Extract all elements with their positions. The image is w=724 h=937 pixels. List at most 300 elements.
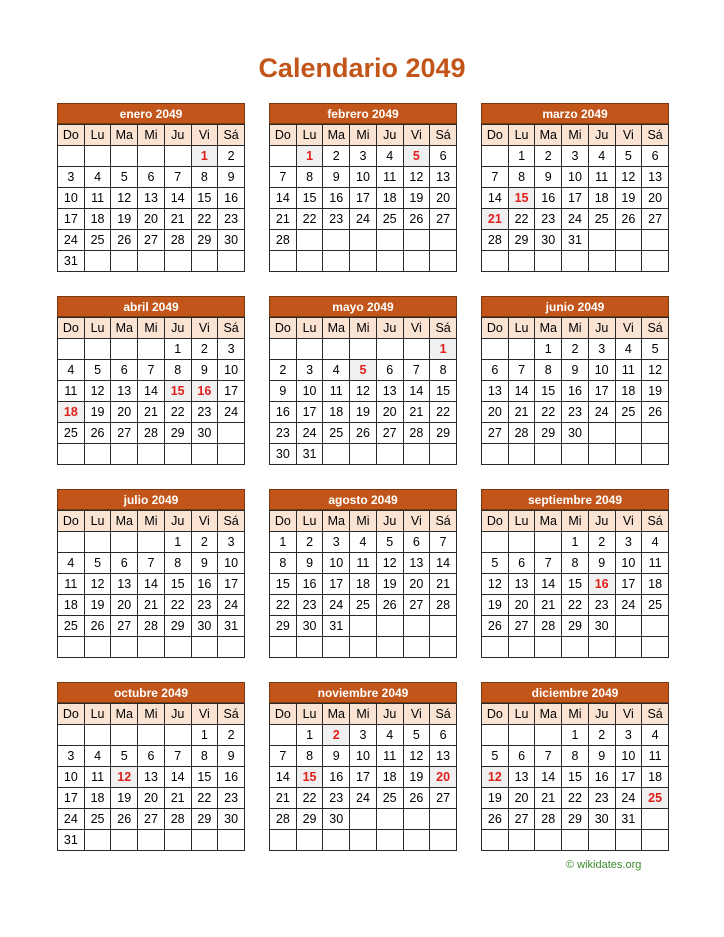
day-cell: 13: [508, 574, 535, 595]
day-cell: 5: [84, 360, 111, 381]
day-cell: 25: [588, 209, 615, 230]
week-row: [58, 788, 245, 809]
empty-day-cell: [508, 830, 535, 851]
page-title: Calendario 2049: [258, 53, 466, 83]
weekday-header-row: [58, 511, 245, 532]
week-row: [58, 725, 245, 746]
day-cell: 25: [323, 423, 350, 444]
day-cell: 29: [535, 423, 562, 444]
day-cell: 6: [430, 725, 457, 746]
weekday-label: Sá: [430, 704, 457, 725]
day-cell: 19: [350, 402, 377, 423]
weekday-label: Ju: [164, 125, 191, 146]
day-cell: 13: [430, 746, 457, 767]
weekday-label: Lu: [84, 125, 111, 146]
day-cell: 26: [642, 402, 669, 423]
weekday-label: Do: [58, 704, 85, 725]
week-row: [270, 725, 457, 746]
day-cell: 11: [350, 553, 377, 574]
week-row: [482, 725, 669, 746]
month-11: [269, 682, 457, 851]
empty-day-cell: [588, 230, 615, 251]
day-cell: 16: [191, 574, 218, 595]
day-cell: 25: [84, 809, 111, 830]
empty-day-cell: [642, 616, 669, 637]
day-cell: 7: [164, 167, 191, 188]
week-row: [58, 746, 245, 767]
day-cell: 3: [350, 725, 377, 746]
day-cell: 7: [482, 167, 509, 188]
weekday-header-row: [270, 704, 457, 725]
empty-day-cell: [403, 830, 430, 851]
day-cell: 6: [642, 146, 669, 167]
empty-day-cell: [58, 146, 85, 167]
empty-day-cell: [111, 637, 138, 658]
empty-day-cell: [191, 637, 218, 658]
day-cell: 16: [218, 767, 245, 788]
empty-day-cell: [84, 725, 111, 746]
empty-day-cell: [403, 616, 430, 637]
day-cell: 14: [482, 188, 509, 209]
day-cell: 27: [430, 788, 457, 809]
day-cell: 25: [350, 595, 377, 616]
day-cell: 26: [403, 209, 430, 230]
day-cell: 9: [323, 746, 350, 767]
day-cell: 3: [58, 167, 85, 188]
day-cell: 15: [562, 767, 589, 788]
week-row: [58, 188, 245, 209]
day-cell: 7: [535, 553, 562, 574]
day-cell: 29: [562, 616, 589, 637]
weekday-label: Ma: [111, 318, 138, 339]
month-table: [481, 124, 669, 272]
day-cell: 2: [191, 339, 218, 360]
day-cell: 27: [430, 209, 457, 230]
day-cell: 27: [508, 809, 535, 830]
day-cell: 20: [642, 188, 669, 209]
empty-day-cell: [323, 444, 350, 465]
day-cell: 31: [562, 230, 589, 251]
month-title: julio 2049: [57, 489, 245, 510]
weekday-label: Lu: [508, 511, 535, 532]
empty-day-cell: [482, 444, 509, 465]
day-cell: 1: [535, 339, 562, 360]
day-cell: 6: [111, 360, 138, 381]
empty-day-cell: [191, 830, 218, 851]
day-cell: 24: [350, 788, 377, 809]
day-cell: 6: [403, 532, 430, 553]
week-row: [58, 444, 245, 465]
weekday-label: Ma: [535, 704, 562, 725]
day-cell: 5: [111, 746, 138, 767]
weekday-label: Ju: [164, 511, 191, 532]
day-cell: 24: [350, 209, 377, 230]
month-table: [57, 510, 245, 658]
week-row: [270, 251, 457, 272]
day-cell: 3: [350, 146, 377, 167]
day-cell: 19: [482, 595, 509, 616]
week-row: [58, 251, 245, 272]
day-cell: 20: [482, 402, 509, 423]
day-cell: 29: [164, 423, 191, 444]
day-cell: 13: [376, 381, 403, 402]
empty-day-cell: [296, 637, 323, 658]
empty-day-cell: [191, 444, 218, 465]
weekday-label: Ju: [164, 704, 191, 725]
weekday-label: Lu: [508, 125, 535, 146]
month-5: [269, 296, 457, 465]
weekday-label: Ju: [588, 125, 615, 146]
empty-day-cell: [482, 532, 509, 553]
weekday-label: Vi: [615, 511, 642, 532]
weekday-label: Vi: [403, 125, 430, 146]
day-cell: 15: [562, 574, 589, 595]
day-cell: 12: [376, 553, 403, 574]
month-title: agosto 2049: [269, 489, 457, 510]
day-cell: 7: [270, 167, 297, 188]
empty-day-cell: [218, 444, 245, 465]
day-cell: 8: [296, 746, 323, 767]
day-cell: 1: [562, 532, 589, 553]
weekday-label: Do: [58, 511, 85, 532]
day-cell: 17: [58, 788, 85, 809]
day-cell: 22: [508, 209, 535, 230]
weekday-label: Mi: [562, 511, 589, 532]
day-cell: 25: [642, 595, 669, 616]
day-cell: 20: [508, 595, 535, 616]
day-cell: 24: [58, 809, 85, 830]
day-cell: 15: [430, 381, 457, 402]
empty-day-cell: [270, 146, 297, 167]
month-table: [57, 317, 245, 465]
empty-day-cell: [482, 251, 509, 272]
empty-day-cell: [615, 444, 642, 465]
empty-day-cell: [615, 251, 642, 272]
week-row: [270, 830, 457, 851]
month-title: octubre 2049: [57, 682, 245, 703]
day-cell: 19: [615, 188, 642, 209]
day-cell: 5: [376, 532, 403, 553]
weekday-label: Mi: [350, 125, 377, 146]
day-cell: 17: [615, 574, 642, 595]
empty-day-cell: [403, 230, 430, 251]
day-cell: 16: [535, 188, 562, 209]
day-cell: 25: [58, 423, 85, 444]
weekday-label: Sá: [218, 511, 245, 532]
day-cell: 22: [296, 209, 323, 230]
day-cell: 20: [138, 209, 165, 230]
day-cell: 1: [508, 146, 535, 167]
day-cell: 13: [430, 167, 457, 188]
empty-day-cell: [270, 830, 297, 851]
day-cell: 4: [58, 360, 85, 381]
empty-day-cell: [430, 444, 457, 465]
weekday-label: Mi: [138, 318, 165, 339]
day-cell: 22: [191, 788, 218, 809]
day-cell: 15: [270, 574, 297, 595]
empty-day-cell: [138, 339, 165, 360]
empty-day-cell: [535, 830, 562, 851]
weekday-label: Ma: [111, 511, 138, 532]
day-cell: 2: [191, 532, 218, 553]
day-cell: 7: [138, 360, 165, 381]
day-cell: 3: [615, 725, 642, 746]
weekday-label: Lu: [84, 511, 111, 532]
day-cell: 13: [111, 574, 138, 595]
day-cell: 30: [191, 423, 218, 444]
month-1: [57, 103, 245, 272]
day-cell: 8: [270, 553, 297, 574]
empty-day-cell: [482, 725, 509, 746]
empty-day-cell: [111, 146, 138, 167]
day-cell: 14: [164, 188, 191, 209]
week-row: [482, 809, 669, 830]
day-cell: 30: [323, 809, 350, 830]
day-cell: 25: [376, 209, 403, 230]
day-cell: 6: [482, 360, 509, 381]
day-cell: 8: [296, 167, 323, 188]
weekday-label: Sá: [218, 704, 245, 725]
weekday-label: Sá: [430, 511, 457, 532]
weekday-label: Ju: [164, 318, 191, 339]
empty-day-cell: [376, 339, 403, 360]
week-row: [482, 209, 669, 230]
weekday-header-row: [58, 704, 245, 725]
empty-day-cell: [642, 423, 669, 444]
day-cell: 21: [508, 402, 535, 423]
empty-day-cell: [350, 830, 377, 851]
empty-day-cell: [508, 444, 535, 465]
day-cell: 23: [323, 209, 350, 230]
holiday-day-cell: 15: [296, 767, 323, 788]
day-cell: 21: [430, 574, 457, 595]
empty-day-cell: [58, 725, 85, 746]
day-cell: 1: [296, 725, 323, 746]
empty-day-cell: [218, 423, 245, 444]
empty-day-cell: [376, 637, 403, 658]
week-row: [270, 746, 457, 767]
day-cell: 30: [218, 230, 245, 251]
weekday-label: Vi: [615, 704, 642, 725]
empty-day-cell: [323, 830, 350, 851]
week-row: [270, 423, 457, 444]
month-table: [481, 317, 669, 465]
empty-day-cell: [164, 637, 191, 658]
empty-day-cell: [430, 830, 457, 851]
week-row: [482, 595, 669, 616]
week-row: [58, 830, 245, 851]
empty-day-cell: [111, 532, 138, 553]
month-table: [481, 703, 669, 851]
week-row: [270, 809, 457, 830]
weekday-label: Ma: [323, 704, 350, 725]
day-cell: 12: [403, 746, 430, 767]
empty-day-cell: [615, 423, 642, 444]
day-cell: 21: [535, 595, 562, 616]
empty-day-cell: [508, 532, 535, 553]
day-cell: 1: [562, 725, 589, 746]
empty-day-cell: [111, 444, 138, 465]
weekday-label: Sá: [218, 318, 245, 339]
day-cell: 30: [535, 230, 562, 251]
weekday-label: Mi: [350, 704, 377, 725]
holiday-day-cell: 12: [482, 767, 509, 788]
day-cell: 9: [218, 167, 245, 188]
weekday-label: Lu: [84, 704, 111, 725]
day-cell: 27: [376, 423, 403, 444]
day-cell: 11: [376, 167, 403, 188]
weekday-label: Mi: [138, 704, 165, 725]
day-cell: 30: [296, 616, 323, 637]
empty-day-cell: [84, 532, 111, 553]
empty-day-cell: [376, 830, 403, 851]
empty-day-cell: [403, 444, 430, 465]
day-cell: 21: [535, 788, 562, 809]
weekday-header-row: [58, 318, 245, 339]
day-cell: 9: [218, 746, 245, 767]
weekday-label: Do: [270, 125, 297, 146]
empty-day-cell: [84, 251, 111, 272]
empty-day-cell: [138, 830, 165, 851]
day-cell: 20: [403, 574, 430, 595]
day-cell: 17: [58, 209, 85, 230]
day-cell: 6: [111, 553, 138, 574]
empty-day-cell: [296, 339, 323, 360]
day-cell: 29: [191, 809, 218, 830]
weekday-label: Ju: [376, 704, 403, 725]
weekday-label: Lu: [296, 511, 323, 532]
day-cell: 6: [430, 146, 457, 167]
day-cell: 9: [191, 360, 218, 381]
month-table: [481, 510, 669, 658]
month-table: [269, 703, 457, 851]
day-cell: 10: [350, 746, 377, 767]
day-cell: 28: [138, 423, 165, 444]
day-cell: 4: [350, 532, 377, 553]
day-cell: 1: [164, 532, 191, 553]
day-cell: 7: [508, 360, 535, 381]
weekday-label: Do: [270, 511, 297, 532]
empty-day-cell: [482, 830, 509, 851]
weekday-label: Mi: [350, 511, 377, 532]
empty-day-cell: [508, 339, 535, 360]
empty-day-cell: [350, 616, 377, 637]
holiday-day-cell: 5: [403, 146, 430, 167]
day-cell: 28: [482, 230, 509, 251]
day-cell: 4: [84, 746, 111, 767]
day-cell: 29: [562, 809, 589, 830]
week-row: [270, 381, 457, 402]
day-cell: 9: [588, 553, 615, 574]
week-row: [58, 339, 245, 360]
day-cell: 2: [588, 725, 615, 746]
empty-day-cell: [58, 532, 85, 553]
weekday-label: Vi: [191, 125, 218, 146]
weekday-label: Do: [58, 125, 85, 146]
day-cell: 19: [403, 767, 430, 788]
empty-day-cell: [84, 146, 111, 167]
day-cell: 22: [270, 595, 297, 616]
day-cell: 11: [642, 746, 669, 767]
day-cell: 19: [482, 788, 509, 809]
day-cell: 5: [482, 553, 509, 574]
day-cell: 9: [535, 167, 562, 188]
week-row: [270, 767, 457, 788]
day-cell: 17: [296, 402, 323, 423]
week-row: [58, 595, 245, 616]
empty-day-cell: [164, 725, 191, 746]
footer-credit: © wikidates.org: [566, 859, 642, 871]
month-title: febrero 2049: [269, 103, 457, 124]
week-row: [270, 339, 457, 360]
weekday-label: Lu: [84, 318, 111, 339]
day-cell: 1: [164, 339, 191, 360]
day-cell: 21: [138, 402, 165, 423]
month-12: [481, 682, 669, 851]
week-row: [270, 230, 457, 251]
day-cell: 21: [138, 595, 165, 616]
day-cell: 11: [58, 381, 85, 402]
empty-day-cell: [430, 616, 457, 637]
weekday-header-row: [482, 125, 669, 146]
empty-day-cell: [376, 251, 403, 272]
empty-day-cell: [138, 146, 165, 167]
day-cell: 30: [218, 809, 245, 830]
day-cell: 18: [376, 188, 403, 209]
weekday-header-row: [270, 511, 457, 532]
day-cell: 11: [376, 746, 403, 767]
week-row: [58, 167, 245, 188]
day-cell: 22: [535, 402, 562, 423]
day-cell: 4: [84, 167, 111, 188]
day-cell: 18: [642, 767, 669, 788]
holiday-day-cell: 20: [430, 767, 457, 788]
week-row: [270, 402, 457, 423]
week-row: [482, 574, 669, 595]
day-cell: 19: [84, 402, 111, 423]
day-cell: 29: [430, 423, 457, 444]
empty-day-cell: [642, 251, 669, 272]
day-cell: 16: [588, 767, 615, 788]
day-cell: 17: [218, 381, 245, 402]
weekday-label: Ma: [323, 318, 350, 339]
day-cell: 22: [164, 595, 191, 616]
holiday-day-cell: 16: [191, 381, 218, 402]
day-cell: 5: [403, 725, 430, 746]
empty-day-cell: [430, 230, 457, 251]
empty-day-cell: [588, 444, 615, 465]
day-cell: 18: [615, 381, 642, 402]
day-cell: 5: [615, 146, 642, 167]
weekday-label: Ju: [588, 511, 615, 532]
day-cell: 9: [191, 553, 218, 574]
day-cell: 21: [164, 209, 191, 230]
day-cell: 28: [270, 809, 297, 830]
day-cell: 17: [562, 188, 589, 209]
weekday-label: Lu: [508, 704, 535, 725]
week-row: [58, 637, 245, 658]
holiday-day-cell: 25: [642, 788, 669, 809]
day-cell: 14: [270, 767, 297, 788]
day-cell: 4: [58, 553, 85, 574]
holiday-day-cell: 2: [323, 725, 350, 746]
empty-day-cell: [111, 251, 138, 272]
empty-day-cell: [218, 251, 245, 272]
weekday-label: Lu: [296, 704, 323, 725]
empty-day-cell: [218, 637, 245, 658]
day-cell: 10: [58, 767, 85, 788]
day-cell: 5: [84, 553, 111, 574]
